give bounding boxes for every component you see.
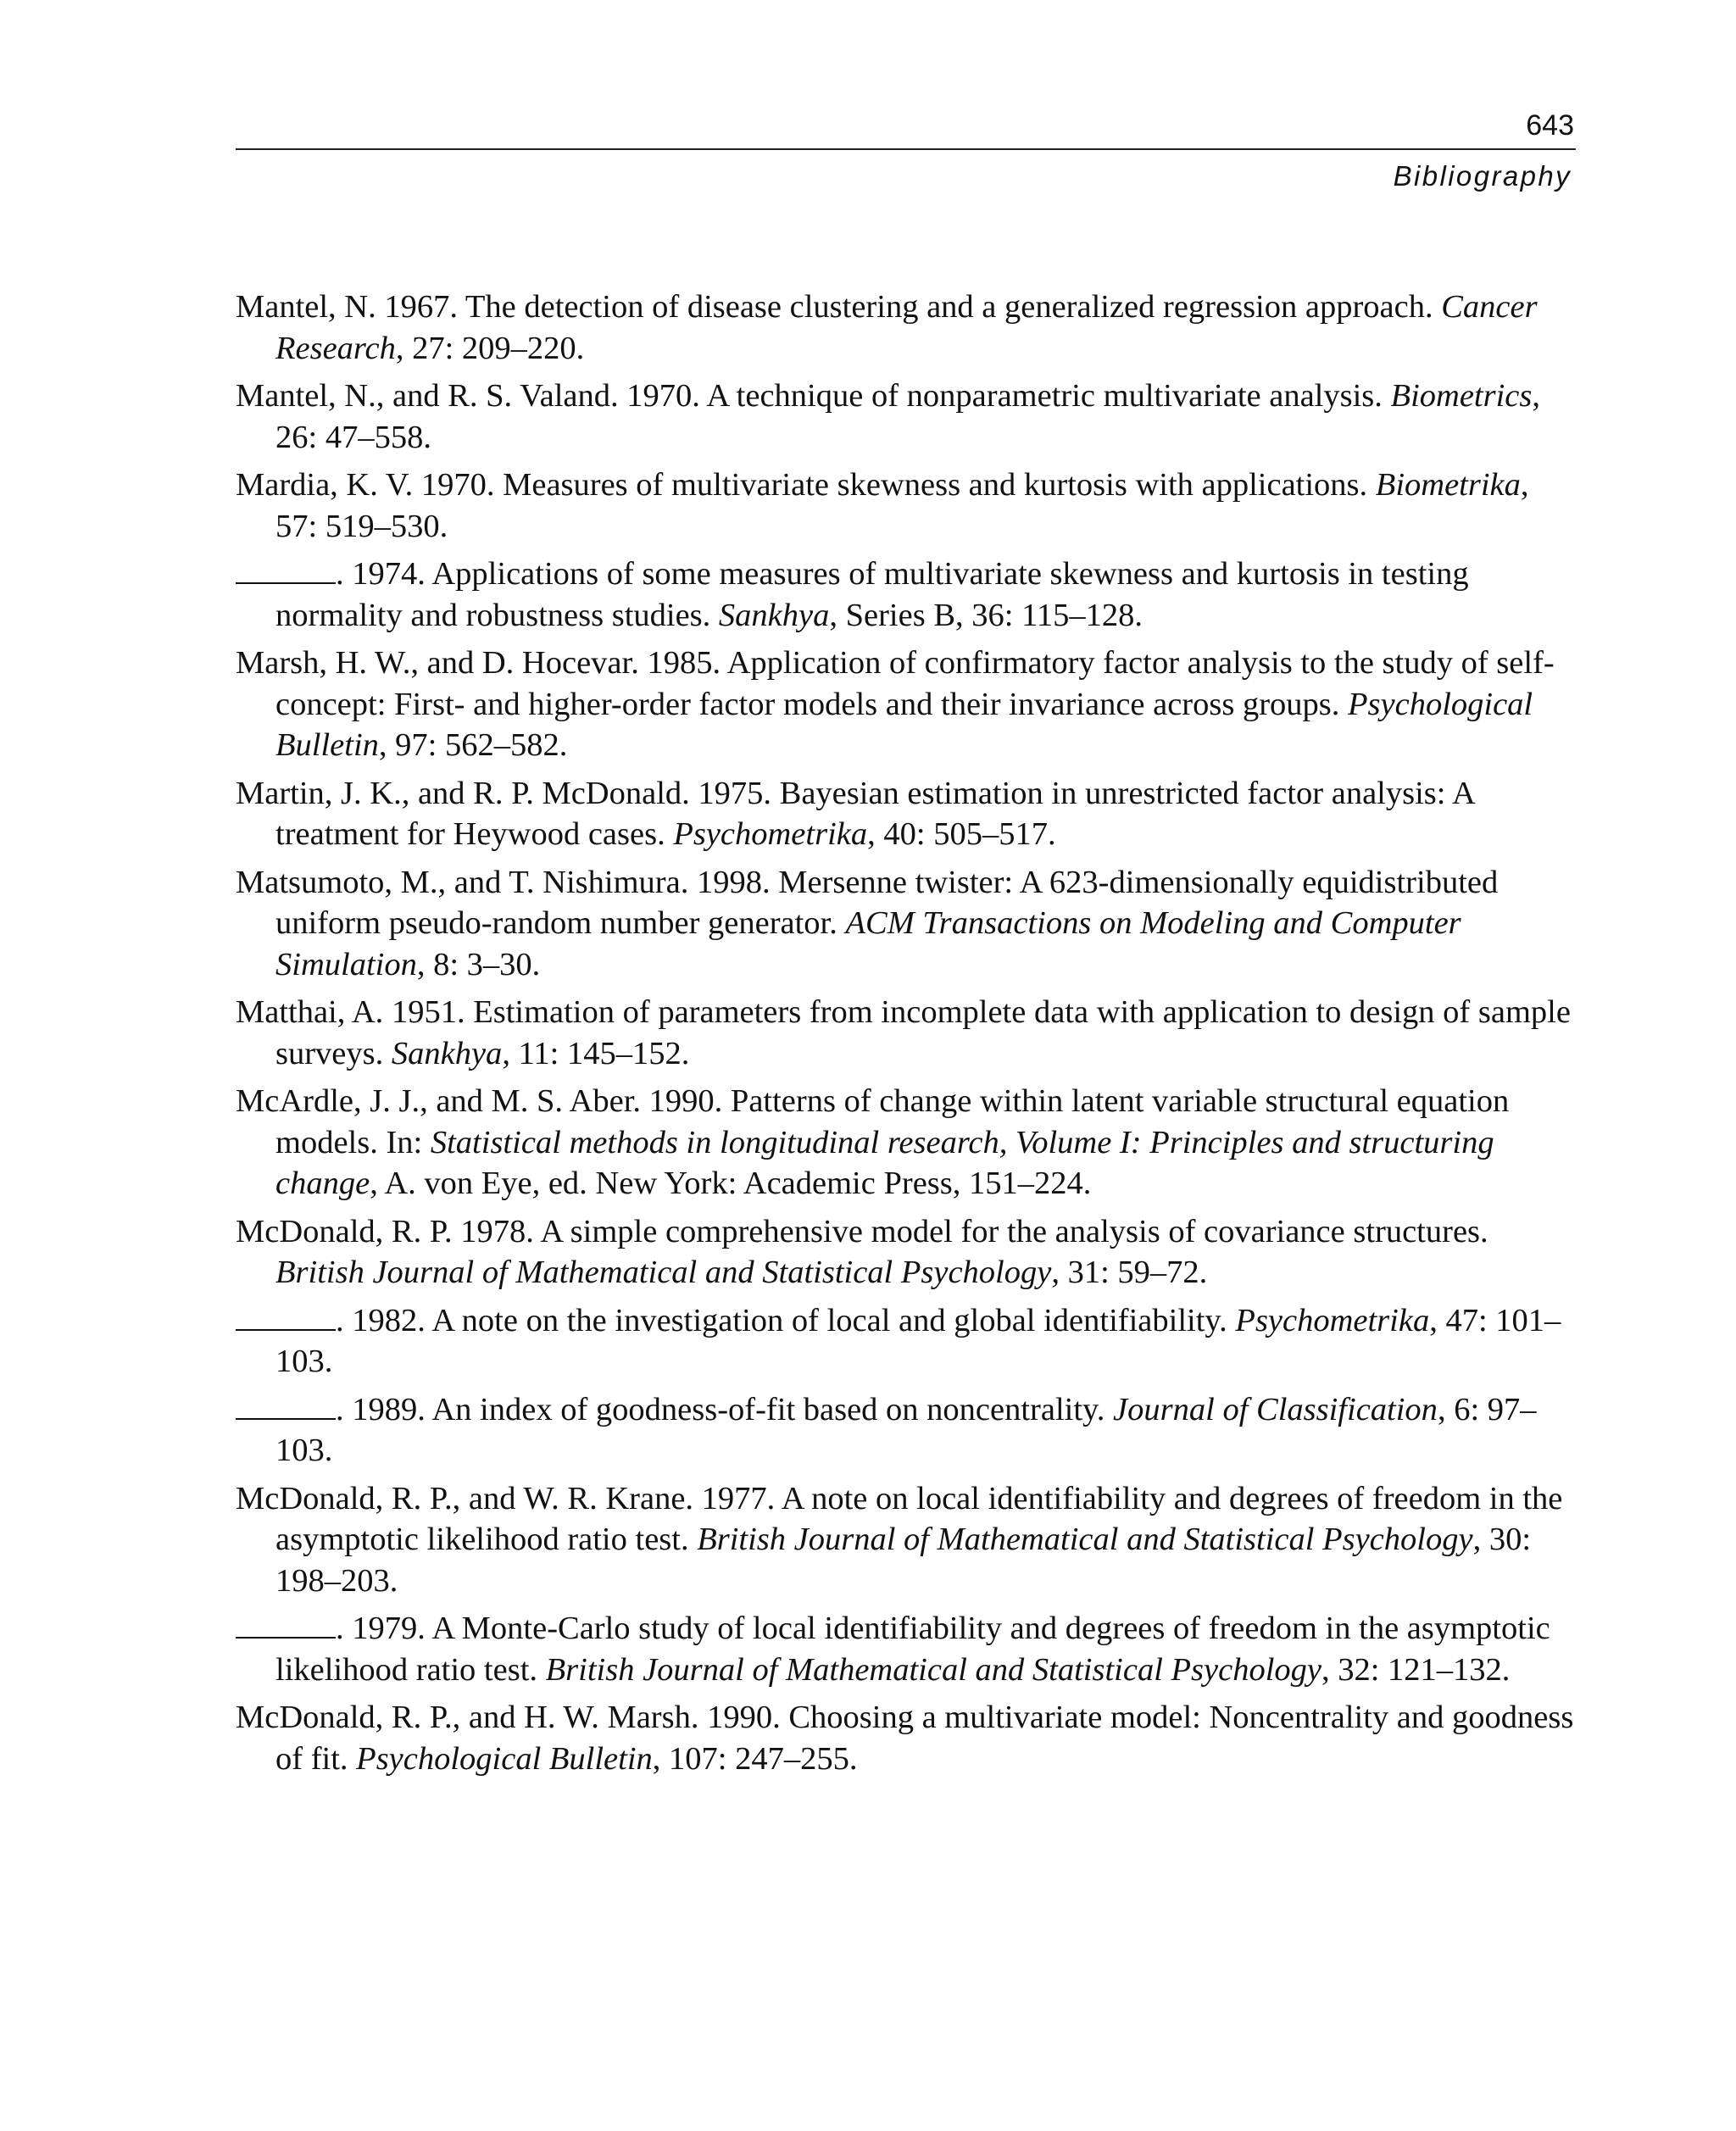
reference-entry [236, 1608, 1577, 1690]
reference-title: 1975. Bayesian estimation in unrestricted factor analysis: A treatment for Heywood cases. [275, 775, 1474, 852]
reference-journal: British Journal of Mathematical and Statistical Psychology [275, 1255, 1052, 1290]
reference-details: , 26: 47–558. [275, 378, 1540, 455]
reference-entry [236, 1697, 1577, 1779]
reference-journal: British Journal of Mathematical and Statistical Psychology [697, 1522, 1473, 1557]
reference-entry [236, 862, 1577, 986]
reference-journal: Journal of Classification [1113, 1391, 1438, 1427]
reference-details: , 27: 209–220. [395, 330, 585, 366]
same-author-dash [236, 1610, 336, 1639]
reference-details: , 97: 562–582. [378, 727, 568, 763]
reference-title: 1970. Measures of multivariate skewness and kurtosis with applications. [413, 467, 1376, 503]
header-rule [236, 148, 1576, 150]
reference-author: Martin, J. K., and R. P. McDonald. [236, 775, 690, 811]
reference-author: Mardia, K. V. [236, 467, 414, 503]
reference-title: 1998. Mersenne twister: A 623-dimensionally equidistributed uniform pseudo-random number generator. [275, 864, 1499, 941]
reference-entry [236, 376, 1577, 458]
reference-entry [236, 773, 1577, 855]
reference-journal: Psychological Bulletin [275, 686, 1533, 763]
reference-details: , 11: 145–152. [502, 1035, 690, 1071]
reference-title: 1967. The detection of disease clustering and a generalized regression approach. [376, 289, 1442, 325]
reference-entry [236, 554, 1577, 636]
reference-details: , 8: 3–30. [416, 946, 541, 982]
reference-title: . 1979. A Monte-Carlo study of local identifiability and degrees of freedom in the asymptotic likelihood ratio test. [275, 1611, 1550, 1688]
reference-author: Matsumoto, M., and T. Nishimura. [236, 864, 689, 900]
reference-journal: Cancer Research [275, 289, 1538, 366]
reference-entry [236, 1389, 1577, 1472]
reference-journal: ACM Transactions on Modeling and Computer Simulation [275, 905, 1461, 982]
reference-details: , 32: 121–132. [1321, 1651, 1511, 1688]
reference-details: , 107: 247–255. [652, 1740, 858, 1777]
reference-details: , 47: 101–103. [275, 1302, 1561, 1379]
reference-title: 1951. Estimation of parameters from incomplete data with application to design of sample surveys. [275, 994, 1571, 1071]
reference-title: 1970. A technique of nonparametric multivariate analysis. [618, 378, 1391, 414]
same-author-dash [236, 1391, 336, 1420]
reference-journal: Sankhya [718, 597, 830, 633]
page-number: 643 [1526, 109, 1574, 142]
reference-title: . 1982. A note on the investigation of local and global identifiability. [336, 1302, 1236, 1338]
reference-journal: Psychometrika [673, 816, 868, 852]
reference-journal: Statistical methods in longitudinal research, Volume I: Principles and structuring change [275, 1124, 1494, 1201]
reference-title: . 1974. Applications of some measures of multivariate skewness and kurtosis in testing normality and robustness studies. [275, 556, 1469, 633]
reference-entry [236, 1211, 1577, 1294]
reference-title: . 1989. An index of goodness-of-fit based on noncentrality. [336, 1391, 1114, 1427]
reference-title: 1990. Patterns of change within latent variable structural equation models. In: [275, 1083, 1510, 1160]
reference-title: 1977. A note on local identifiability and degrees of freedom in the asymptotic likelihood ratio test. [275, 1480, 1563, 1557]
reference-author: Mantel, N., and R. S. Valand. [236, 378, 619, 414]
same-author-dash [236, 1302, 336, 1331]
running-head: Bibliography [1393, 160, 1572, 192]
reference-entry [236, 992, 1577, 1074]
reference-details: , 40: 505–517. [867, 816, 1056, 852]
reference-entry [236, 287, 1577, 369]
reference-author: Mantel, N. [236, 289, 376, 325]
reference-journal: Sankhya [391, 1035, 503, 1071]
reference-author: McArdle, J. J., and M. S. Aber. [236, 1083, 642, 1119]
reference-details: , Series B, 36: 115–128. [829, 597, 1143, 633]
reference-details: , A. von Eye, ed. New York: Academic Press, 151–224. [370, 1166, 1092, 1201]
reference-author: McDonald, R. P. [236, 1213, 453, 1249]
reference-details: , 31: 59–72. [1051, 1255, 1208, 1290]
reference-journal: Biometrika [1375, 467, 1521, 503]
reference-entry [236, 465, 1577, 547]
reference-details: , 30: 198–203. [275, 1522, 1532, 1599]
reference-author: McDonald, R. P., and W. R. Krane. [236, 1480, 694, 1516]
reference-details: , 6: 97–103. [275, 1391, 1537, 1468]
reference-entry [236, 643, 1577, 766]
reference-entry [236, 1478, 1577, 1602]
reference-author: Matthai, A. [236, 994, 384, 1030]
reference-journal: Psychometrika [1235, 1302, 1430, 1338]
reference-journal: Biometrics [1390, 378, 1533, 414]
reference-list [236, 287, 1577, 1786]
reference-journal: British Journal of Mathematical and Statistical Psychology [545, 1651, 1321, 1688]
reference-title: 1990. Choosing a multivariate model: Noncentrality and goodness of fit. [275, 1700, 1574, 1777]
reference-title: 1985. Application of confirmatory factor analysis to the study of self-concept: First- and higher-order factor models and their invariance across groups. [275, 645, 1555, 722]
reference-details: , 57: 519–530. [275, 467, 1529, 544]
reference-author: McDonald, R. P., and H. W. Marsh. [236, 1700, 699, 1735]
reference-entry [236, 1081, 1577, 1205]
reference-author: Marsh, H. W., and D. Hocevar. [236, 645, 639, 681]
reference-title: 1978. A simple comprehensive model for the analysis of covariance structures. [452, 1213, 1488, 1249]
same-author-dash [236, 555, 336, 584]
reference-entry [236, 1300, 1577, 1383]
reference-journal: Psychological Bulletin [356, 1740, 653, 1777]
